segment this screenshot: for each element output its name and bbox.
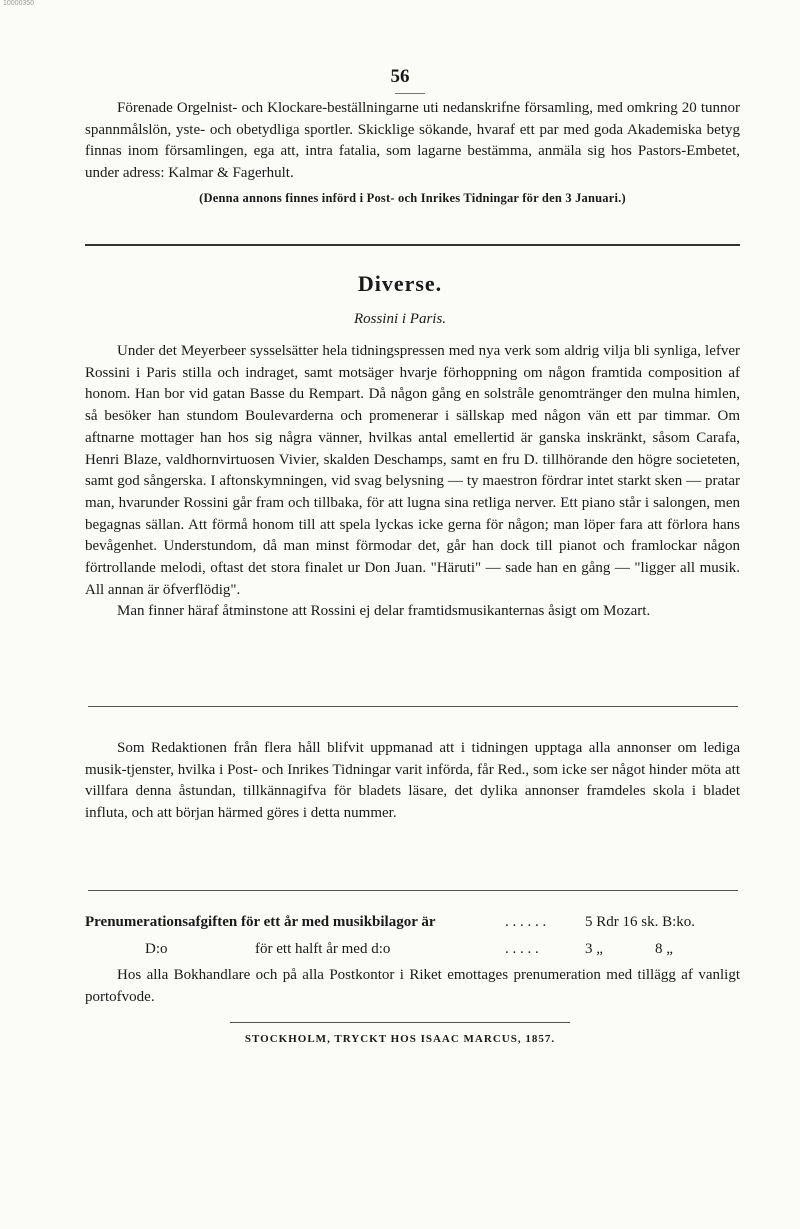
editorial-notice-text: Som Redaktionen från flera håll blifvit uppmanad att i tidningen upptaga alla annonser om lediga musik-tjenster, hvilka i Post- och Inrikes Tidningar varit införda, får Red., som icke ser något hinder möta att villfara denna åstundan, tillkännagifva för bladets läsare, det dylika annonser framdeles skola i bladet influta, och att början härmed göres i detta nummer.: [85, 740, 740, 822]
article-divider: [88, 706, 738, 707]
subscription-amount-1: 5 Rdr 16 sk. B:ko.: [585, 914, 696, 930]
article-paragraph-2: Man finner häraf åtminstone att Rossini ej delar framtidsmusikanternas åsigt om Mozart.: [117, 603, 651, 620]
subscription-amount-2: 3 „: [585, 941, 603, 957]
editorial-notice: [85, 738, 740, 825]
section-heading: Diverse.: [357, 271, 443, 296]
section-divider: [85, 244, 740, 246]
subscription-note: [85, 965, 740, 1008]
notice-divider: [88, 890, 738, 891]
ad-text: Förenade Orgelnist- och Klockare-beställningarne uti nedanskrifne församling, med omkring 20 tunnor spannmålslön, yste- och obetydliga sportler. Skicklige sökande, hvaraf ett par med goda Akademiska betyg finnas inom församlingen, ega att, intra fatalia, som lagarne bestämma, anmäla sig hos Pastors-Embetet, under adress: Kalmar & Fagerhult.: [85, 100, 740, 182]
subscription-label-2: D:o: [145, 941, 168, 957]
imprint-divider: [230, 1022, 570, 1023]
subscription-dots-1: . . . . . .: [505, 914, 547, 930]
subscription-dots-2: . . . . .: [505, 941, 539, 957]
subscription-middle-2: för ett halft år med d:o: [255, 941, 391, 957]
header-divider: [395, 93, 425, 94]
subscription-amount-2b: 8 „: [655, 941, 673, 957]
article-title: Rossini i Paris.: [353, 311, 447, 327]
article-paragraph-1: Under det Meyerbeer sysselsätter hela tidningspressen med nya verk som aldrig vilja bli synliga, lefver Rossini i Paris stilla och indraget, samt motsäger hvarje förhoppning om någon framtida composition af honom. Han bor vid gatan Basse du Rempart. Då någon gång en solstråle genomtränger den mulna himlen, så besöker han stundom Boulevarderna och promenerar i sällskap med någon vän ett par timmar. Om aftnarne mottager han hos sig några vänner, hvilkas antal emellertid är ganska inskränkt, såsom Carafa, Henri Blaze, valdhornvirtuosen Vivier, skalden Deschamps, samt en fru D. tillhörande den högre societeten, samt god sångerska. I aftonskymningen, vid svag belysning — ty maestron fördrar intet starkt sken — pratar man, hvarunder Rossini går fram och tillbaka, för att lugna sina retliga nerver. Ett piano står i salongen, men begagnas sällan. Att förmå honom till att spela lyckas icke gerna för någon; man löper fara att förlora hans bevågenhet. Understundom, då man minst förmodar det, går han dock till pianot och framlockar någon förtrollande melodi, oftast det stora finalet ur Don Juan. "Häruti" — sade han en gång — "ligger all musik. All annan är öfverflödig".: [85, 343, 740, 598]
article-body: [85, 341, 740, 623]
imprint: STOCKHOLM, TRYCKT HOS ISAAC MARCUS, 1857.: [244, 1033, 556, 1045]
advertisement: [85, 98, 740, 206]
ad-notice: (Denna annons finnes införd i Post- och Inrikes Tidningar för den 3 Januari.): [199, 190, 626, 205]
page-number: 56: [390, 66, 410, 87]
subscription-label-1: Prenumerationsafgiften för ett år med musikbilagor är: [85, 914, 436, 930]
archive-id: 10000350: [3, 0, 35, 7]
subscription-note-text: Hos alla Bokhandlare och på alla Postkontor i Riket emottages prenumeration med tillägg af vanligt portofvode.: [85, 967, 740, 1005]
